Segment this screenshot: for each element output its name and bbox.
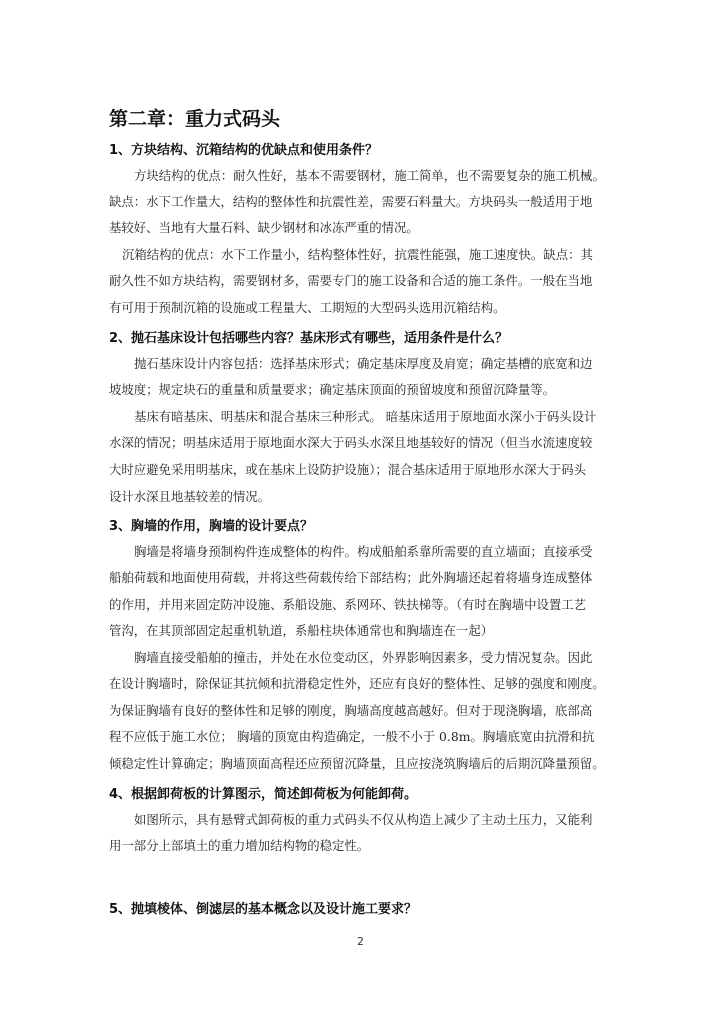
q3-line-7: 为保证胸墙有良好的整体性和足够的刚度，胸墙高度越高越好。但对于现浇胸墙，底部高 (109, 703, 593, 718)
q2-line-2: 坡坡度；规定块石的重量和质量要求；确定基床顶面的预留坡度和预留沉降量等。 (109, 382, 556, 397)
chapter-title: 第二章：重力式码头 (109, 108, 281, 130)
q2-line-6: 设计水深且地基较差的情况。 (109, 489, 271, 504)
q2-line-5: 大时应避免采用明基床，或在基床上设防护设施）；混合基床适用于原地形水深大于码头 (109, 462, 587, 477)
q2-line-3: 基床有暗基床、明基床和混合基床三种形式。 暗基床适用于原地面水深小于码头设计 (134, 409, 597, 424)
q3-line-5: 胸墙直接受船舶的撞击，并处在水位变动区，外界影响因素多，受力情况复杂。因此 (134, 650, 593, 665)
q3-line-3: 的作用，并用来固定防冲设施、系船设施、系网环、铁扶梯等。（有时在胸墙中设置工艺 (109, 597, 587, 612)
q1-line-2: 缺点：水下工作量大，结构的整体性和抗震性差，需要石料量大。方块码头一般适用于地 (109, 194, 593, 209)
question-5-title: 5、抛填棱体、倒滤层的基本概念以及设计施工要求？ (109, 902, 418, 917)
q1-line-4: 沉箱结构的优点：水下工作量小，结构整体性好，抗震性能强，施工速度快。缺点：其 (122, 247, 593, 262)
question-1-title: 1、方块结构、沉箱结构的优缺点和使用条件？ (109, 143, 379, 158)
q1-line-5: 耐久性不如方块结构，需要钢材多，需要专门的施工设备和合适的施工条件。一般在当地 (109, 273, 593, 288)
q4-line-2: 用一部分上部填土的重力增加结构物的稳定性。 (109, 838, 370, 853)
q1-line-6: 有可用于预制沉箱的设施或工程量大、工期短的大型码头选用沉箱结构。 (109, 300, 506, 315)
q1-line-1: 方块结构的优点：耐久性好，基本不需要钢材，施工简单，也不需要复杂的施工机械。 (134, 168, 605, 183)
q3-line-1: 胸墙是将墙身预制构件连成整体的构件。构成船舶系靠所需要的直立墙面；直接承受 (134, 544, 593, 559)
q3-line-6: 在设计胸墙时，除保证其抗倾和抗滑稳定性外，还应有良好的整体性、足够的强度和刚度。 (109, 676, 605, 691)
q3-line-2: 船舶荷载和地面使用荷载，并将这些荷载传给下部结构；此外胸墙还起着将墙身连成整体 (109, 570, 593, 585)
question-4-title: 4、根据卸荷板的计算图示，简述卸荷板为何能卸荷。 (109, 787, 418, 802)
q4-line-1: 如图所示，具有悬臂式卸荷板的重力式码头不仅从构造上减少了主动土压力，又能利 (134, 812, 593, 827)
q2-line-4: 水深的情况；明基床适用于原地面水深大于码头水深且地基较好的情况（但当水流速度较 (109, 435, 593, 450)
question-2-title: 2、抛石基床设计包括哪些内容？基床形式有哪些，适用条件是什么？ (109, 331, 509, 346)
q2-line-1: 抛石基床设计内容包括：选择基床形式；确定基床厚度及肩宽；确定基槽的底宽和边 (134, 356, 593, 371)
q3-line-4: 管沟，在其顶部固定起重机轨道，系船柱块体通常也和胸墙连在一起） (109, 623, 494, 638)
page-number: 2 (357, 935, 364, 948)
question-3-title: 3、胸墙的作用，胸墙的设计要点？ (109, 519, 314, 534)
q1-line-3: 基较好、当地有大量石料、缺少钢材和冰冻严重的情况。 (109, 220, 419, 235)
q3-line-9: 倾稳定性计算确定；胸墙顶面高程还应预留沉降量，且应按浇筑胸墙后的后期沉降量预留。 (109, 756, 605, 771)
q3-line-8: 程不应低于施工水位； 胸墙的顶宽由构造确定，一般不小于 0.8m。胸墙底宽由抗滑和抗 (109, 729, 595, 744)
